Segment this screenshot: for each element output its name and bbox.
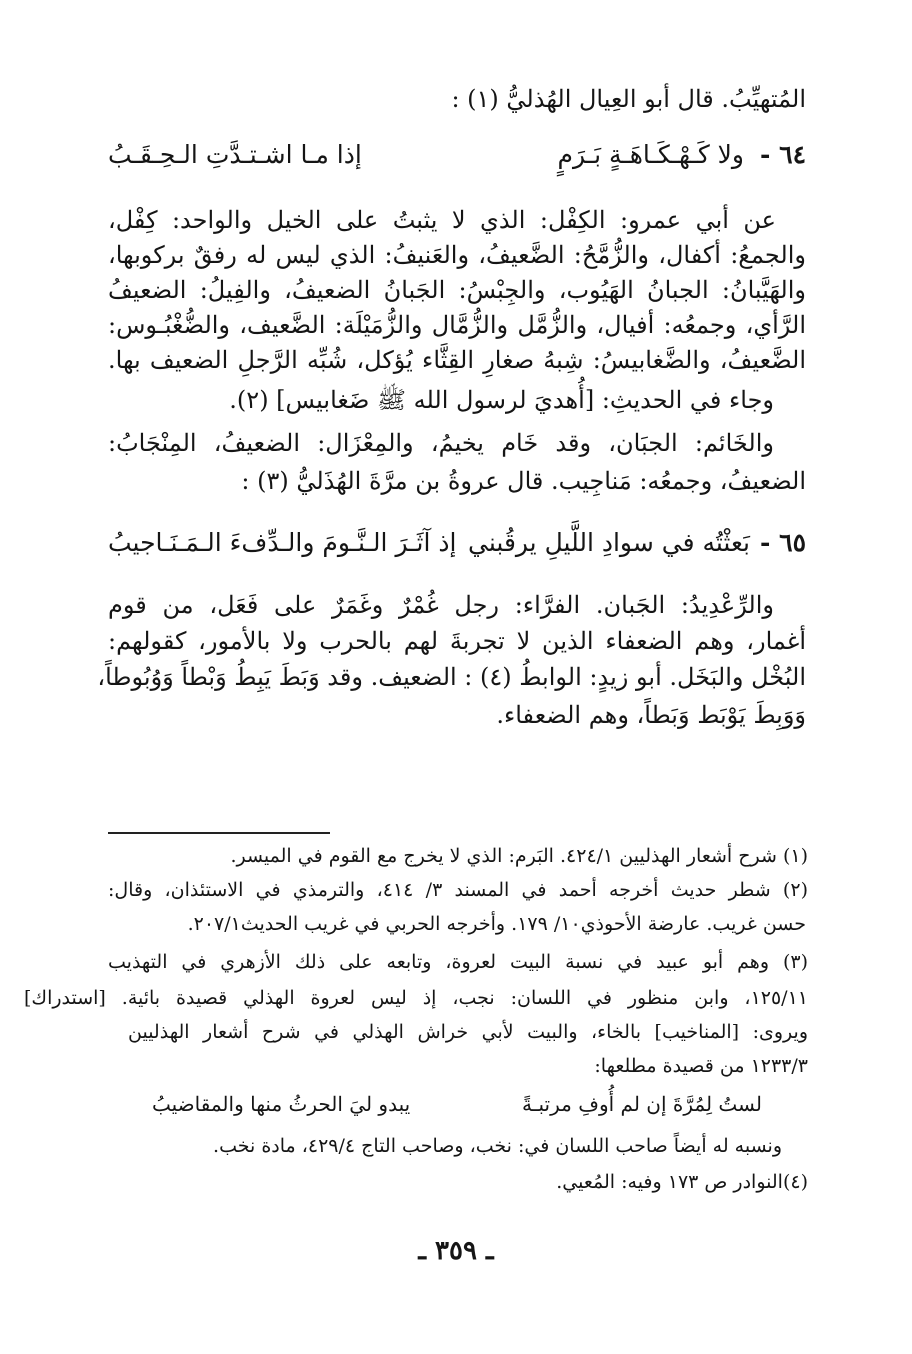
text-line-8: والخَائم: الجبَان، وقد خَام يخيمُ، والمِعْزَال: الضعيفُ، المِنْجَابُ: (108, 429, 774, 457)
text-line-10: والرِّعْدِيدُ: الجَبان. الفرَّاء: رجل غُمْرٌ وغَمَرٌ على فَعَل، من قوم (108, 591, 774, 619)
verse-hemistich-first: ولا كَـهْـكَـاهَـةٍ بَـرَمٍ (557, 140, 744, 169)
text-line-6: الضَّعيفُ، والضَّغابيسُ: شِبهُ صغارِ القِثَّاء يُؤكل، شُبِّه الرَّجلِ الضعيف بها. (108, 346, 806, 374)
verse-64 (108, 140, 806, 174)
footnote-2-cont: حسن غريب. عارضة الأحوذي١٠/ ١٧٩. وأخرجه الحربي في غريب الحديث٢٠٧/١. (187, 913, 806, 935)
verse-hemistich-first: بَعثْتُه في سوادِ اللَّيلِ يرقُبني (468, 528, 750, 557)
verse-hemistich-second: إذ آثَـرَ الـنَّـومَ والـدِّفءَ الـمَـنَـاجيبُ (108, 528, 457, 557)
text-line-2: عن أبي عمرو: الكِفْل: الذي لا يثبتُ على الخيل والواحد: كِفْل، (108, 206, 776, 234)
text-line-9: الضعيفُ، وجمعُه: مَناجِيب. قال عروةُ بن مرَّةَ الهُذَليُّ (٣) : (241, 467, 806, 495)
text-line-3: والجمعُ: أكفال، والزُّمَّحُ: الضَّعيفُ، والعَنيفُ: الذي ليس له رفقٌ بركوبها، (108, 241, 806, 269)
page-number: ـ ٣٥٩ ـ (418, 1236, 494, 1266)
footnote-separator (108, 832, 330, 834)
footnote-3-cont: ١٢٣٣/٣ من قصيدة مطلعها: (594, 1055, 808, 1077)
verse-number: ٦٥ - (760, 528, 806, 557)
text-line-11: أغمار، وهم الضعفاء الذين لا تجربةَ لهم بالحرب ولا بالأمور، كقولهم: (108, 627, 806, 655)
footnote-2: (٢) شطر حديث أخرجه أحمد في المسند ٣/ ٤١٤، والترمذي في الاستئذان، وقال: (108, 879, 808, 901)
text-line-4: والهَيَّبانُ: الجبانُ الهَيُوب، والجِبْسُ: الجَبانُ الضعيفُ، والفِيلُ: الضعيفُ (108, 276, 806, 304)
verse-65 (108, 528, 806, 562)
verse-hemistich-first: لستُ لِمُرَّةَ إن لم أُوفِ مرتبـةً (521, 1092, 762, 1116)
footnote-4: (٤)النوادر ص ١٧٣ وفيه: المُعيي. (556, 1171, 808, 1193)
text-line-12: البُخْل والبَخَل. أبو زيدٍ: الوابطُ (٤) : الضعيف. وقد وَبَطَ يَبِطُ وَبْطاً وَوُبُوطاً، (97, 663, 806, 691)
text-line-5: الرَّأي، وجمعُه: أفيال، والزُّمَّل والزُّمَّال والزُّمَيْلَة: الضَّعيف، والضُّغْبُـوس: (108, 311, 806, 339)
footnote-1: (١) شرح أشعار الهذليين ٤٢٤/١. البَرم: الذي لا يخرج مع القوم في الميسر. (230, 845, 808, 867)
footnote-3-cont: ونسبه له أيضاً صاحب اللسان في: نخب، وصاحب التاج ٤٢٩/٤، مادة نخب. (213, 1135, 782, 1157)
text-line-7: وجاء في الحديثِ: [أُهديَ لرسول الله ﷺ ضَغابيس] (٢). (229, 386, 774, 414)
text-line-1: المُتهيِّبُ. قال أبو العِيال الهُذليُّ (١) : (451, 85, 806, 113)
verse-number: ٦٤ - (760, 140, 806, 169)
footnote-3-cont: ١٢٥/١١، وابن منظور في اللسان: نجب، إذ ليس لعروة الهذلي قصيدة بائية. [استدراك] (24, 987, 808, 1009)
footnote-3-cont: ويروى: [المناخيب] بالخاء، والبيت لأبي خراش الهذلي في شرح أشعار الهذليين (128, 1021, 808, 1043)
verse-hemistich-second: يبدو ليَ الحرثُ منها والمقاضيبُ (152, 1092, 411, 1116)
verse-hemistich-second: إذا مـا اشـتـدَّتِ الـحِـقَـبُ (108, 140, 362, 169)
text-line-13: وَوَبِطَ يَوْبَط وَبَطاً، وهم الضعفاء. (496, 701, 806, 729)
footnote-3: (٣) وهم أبو عبيد في نسبة البيت لعروة، وتابعه على ذلك الأزهري في التهذيب (108, 951, 808, 973)
